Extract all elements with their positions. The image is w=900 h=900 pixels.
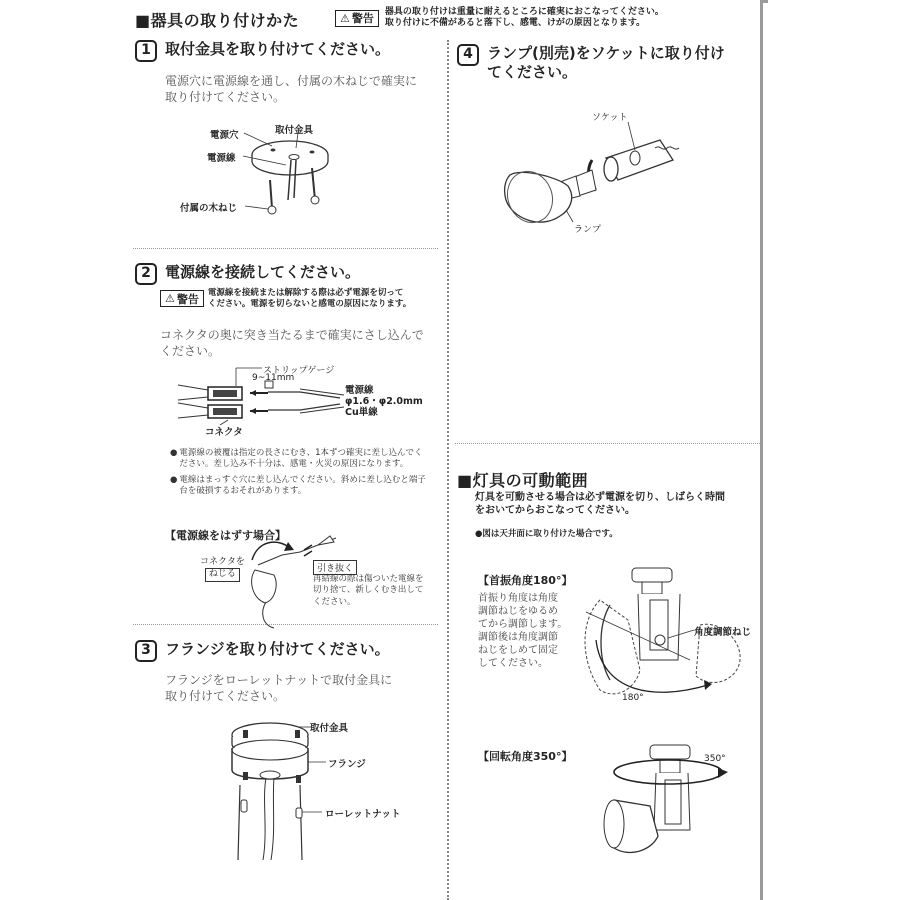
label-power-hole: 電源穴: [210, 130, 239, 141]
step2-text: コネクタの奥に突き当たるまで確実にさし込んで ください。: [160, 328, 424, 359]
step-title: 電源線を接続してください。: [165, 263, 361, 281]
page-title: ■器具の取り付けかた: [135, 11, 300, 30]
step-number: 3: [135, 640, 157, 662]
note-item: ● 電線はまっすぐ穴に差し込んでください。斜めに差し込むと端子 台を破損するおそれがあります。: [170, 474, 426, 497]
range-note: ●図は天井面に取り付けた場合です。: [475, 529, 618, 539]
label-mounting-bracket: 取付金具: [275, 125, 314, 136]
label-knurled-nut: ローレットナット: [325, 809, 401, 820]
step-number: 2: [135, 263, 157, 285]
label-flange: フランジ: [328, 759, 366, 770]
step-number: 1: [135, 40, 157, 62]
label-strip-gauge: ストリップゲージ: [263, 366, 335, 376]
range-text: 灯具を可動させる場合は必ず電源を切り、しばらく時間 をおいてからおこなってください。: [475, 492, 725, 516]
label-wire-spec: 電源線 φ1.6・φ2.0mm Cu単線: [345, 385, 423, 418]
warning-triangle-icon: ⚠: [340, 11, 350, 25]
label-socket: ソケット: [592, 113, 628, 123]
step-title: 取付金具を取り付けてください。: [165, 40, 391, 58]
label-connector: コネクタ: [205, 427, 243, 438]
removal-note: 再結線の際は傷ついた電線を 切り捨て、新しくむき出して ください。: [313, 574, 424, 607]
warning-triangle-icon: ⚠: [165, 292, 175, 306]
removal-twist-label: コネクタを ねじる: [200, 557, 245, 582]
label-swing-angle: 180°: [622, 693, 644, 703]
label-angle-screw: 角度調節ねじ: [694, 627, 752, 638]
warning-text: 電源線を接続または解除する際は必ず電源を切って ください。電源を切らないと感電の原因になります。: [207, 288, 412, 309]
label-rotate-angle: 350°: [704, 754, 726, 764]
warning-badge: ⚠ 警告: [335, 10, 379, 27]
range-title: ■灯具の可動範囲: [457, 471, 589, 490]
step-title: ランプ(別売)をソケットに取り付け てください。: [487, 44, 725, 81]
removal-heading: 【電源線をはずす場合】: [165, 529, 286, 542]
step3-text: フランジをローレットナットで取付金具に 取り付けてください。: [165, 673, 393, 704]
step-number: 4: [457, 44, 479, 66]
warning-text: 器具の取り付けは重量に耐えるところに確実におこなってください。 取り付けに不備があると落下し、感電、けがの原因となります。: [384, 7, 664, 29]
label-strip-length: 9~11mm: [252, 373, 295, 383]
swing-heading: 【首振角度180°】: [478, 574, 573, 587]
label-wood-screw: 付属の木ねじ: [180, 203, 238, 214]
removal-pull-label: 引き抜く: [313, 556, 357, 575]
warning-badge: ⚠ 警告: [160, 290, 204, 307]
rotate-heading: 【回転角度350°】: [478, 750, 573, 763]
label-lamp: ランプ: [574, 225, 602, 235]
step-title: フランジを取り付けてください。: [165, 640, 390, 658]
step1-text: 電源穴に電源線を通し、付属の木ねじで確実に 取り付けてください。: [165, 74, 418, 105]
label-power-wire: 電源線: [207, 153, 236, 164]
swing-description: 首振り角度は角度 調節ねじをゆるめ てから調節します。 調節後は角度調節 ねじをしめて固定 してください。: [478, 593, 568, 669]
bullet-icon: ●: [170, 448, 178, 458]
note-item: ● 電源線の被覆は指定の長さにむき、1本ずつ確実に差し込んでく ださい。差し込み不十分は、感電・火災の原因になります。: [170, 448, 423, 470]
label-bracket: 取付金具: [310, 723, 349, 734]
bullet-icon: ●: [170, 474, 178, 485]
